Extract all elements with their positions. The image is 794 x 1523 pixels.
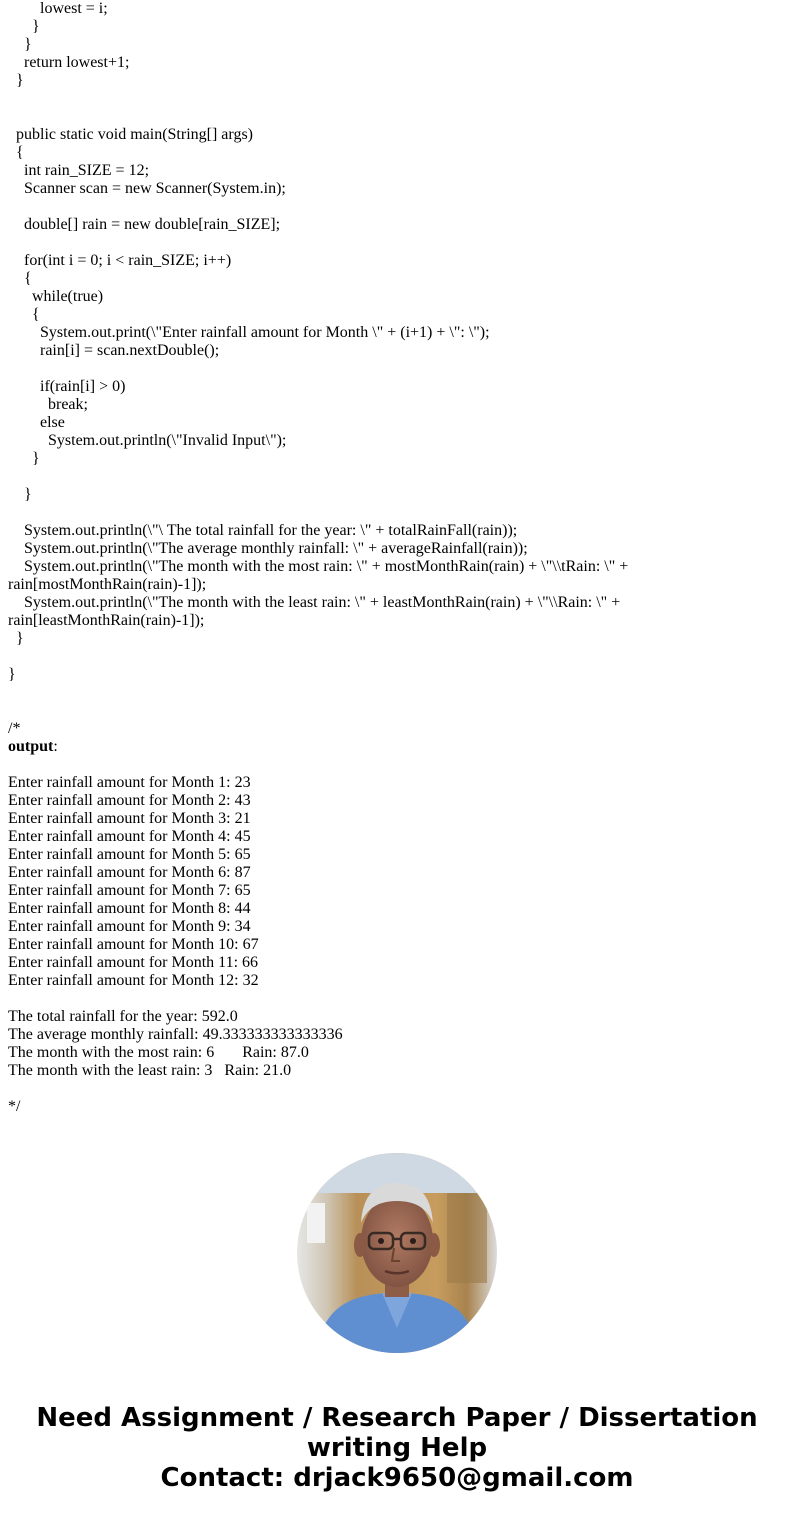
output-line: The average monthly rainfall: 49.333333333333336 <box>8 1026 343 1043</box>
output-line: Enter rainfall amount for Month 3: 21 <box>8 810 251 827</box>
output-colon: : <box>53 738 58 755</box>
code-line: else <box>8 414 65 431</box>
code-line: while(true) <box>8 288 104 305</box>
promo-line-1: Need Assignment / Research Paper / Dissertation <box>36 1403 758 1433</box>
output-line: Enter rainfall amount for Month 4: 45 <box>8 828 251 845</box>
code-line: } <box>8 666 16 683</box>
output-block <box>8 756 788 1116</box>
output-line: The month with the least rain: 3 Rain: 21.0 <box>8 1062 292 1079</box>
author-portrait-icon <box>297 1153 497 1353</box>
code-line: } <box>8 450 40 467</box>
output-line: Enter rainfall amount for Month 5: 65 <box>8 846 251 863</box>
code-line: } <box>8 486 32 503</box>
promo-banner <box>0 1403 794 1493</box>
code-line: lowest = i; <box>8 0 108 17</box>
code-document <box>8 0 788 1116</box>
code-line: for(int i = 0; i < rain_SIZE; i++) <box>8 252 232 269</box>
output-label: output <box>8 738 54 755</box>
code-line: if(rain[i] > 0) <box>8 378 126 395</box>
output-line: Enter rainfall amount for Month 8: 44 <box>8 900 251 917</box>
output-line: Enter rainfall amount for Month 1: 23 <box>8 774 251 791</box>
code-line: { <box>8 144 24 161</box>
output-line: The total rainfall for the year: 592.0 <box>8 1008 238 1025</box>
code-line: rain[mostMonthRain(rain)-1]); <box>8 576 207 593</box>
author-photo <box>297 1153 497 1353</box>
code-line: rain[i] = scan.nextDouble(); <box>8 342 220 359</box>
code-line: System.out.println(\"Invalid Input\"); <box>8 432 287 449</box>
output-line: Enter rainfall amount for Month 6: 87 <box>8 864 251 881</box>
code-line: System.out.println(\"The average monthly rainfall: \" + averageRainfall(rain)); <box>8 540 528 557</box>
code-line <box>8 234 788 252</box>
code-line <box>8 90 788 108</box>
output-line <box>8 1080 788 1098</box>
code-line: public static void main(String[] args) <box>8 126 253 143</box>
code-line: { <box>8 306 40 323</box>
code-line: } <box>8 72 24 89</box>
output-line: Enter rainfall amount for Month 9: 34 <box>8 918 251 935</box>
code-line: rain[leastMonthRain(rain)-1]); <box>8 612 205 629</box>
code-line <box>8 702 788 720</box>
code-line <box>8 360 788 378</box>
output-line: Enter rainfall amount for Month 2: 43 <box>8 792 251 809</box>
code-line: double[] rain = new double[rain_SIZE]; <box>8 216 281 233</box>
output-line: */ <box>8 1098 21 1115</box>
code-line: int rain_SIZE = 12; <box>8 162 150 179</box>
code-line: } <box>8 36 32 53</box>
output-heading <box>8 738 788 756</box>
code-line: } <box>8 18 40 35</box>
code-line: { <box>8 270 32 287</box>
code-line <box>8 684 788 702</box>
code-line: System.out.println(\"The month with the most rain: \" + mostMonthRain(rain) + \"\\tRain: \" + <box>8 558 629 575</box>
output-line <box>8 990 788 1008</box>
output-line: Enter rainfall amount for Month 12: 32 <box>8 972 259 989</box>
code-line <box>8 648 788 666</box>
output-line <box>8 756 788 774</box>
promo-contact: Contact: drjack9650@gmail.com <box>160 1463 634 1493</box>
promo-line-2: writing Help <box>306 1433 488 1463</box>
code-line: System.out.println(\"\ The total rainfall for the year: \" + totalRainFall(rain)); <box>8 522 518 539</box>
code-line <box>8 468 788 486</box>
output-line: Enter rainfall amount for Month 7: 65 <box>8 882 251 899</box>
code-line: System.out.println(\"The month with the least rain: \" + leastMonthRain(rain) + \"\\Rain: \" + <box>8 594 621 611</box>
output-line: The month with the most rain: 6 Rain: 87.0 <box>8 1044 309 1061</box>
output-line: Enter rainfall amount for Month 10: 67 <box>8 936 259 953</box>
code-line: Scanner scan = new Scanner(System.in); <box>8 180 286 197</box>
code-line: System.out.print(\"Enter rainfall amount for Month \" + (i+1) + \": \"); <box>8 324 490 341</box>
code-line <box>8 198 788 216</box>
code-line: /* <box>8 720 21 737</box>
code-line: return lowest+1; <box>8 54 130 71</box>
output-line: Enter rainfall amount for Month 11: 66 <box>8 954 259 971</box>
code-line <box>8 504 788 522</box>
code-line: } <box>8 630 24 647</box>
code-line <box>8 108 788 126</box>
code-line: break; <box>8 396 88 413</box>
code-block <box>8 0 788 738</box>
